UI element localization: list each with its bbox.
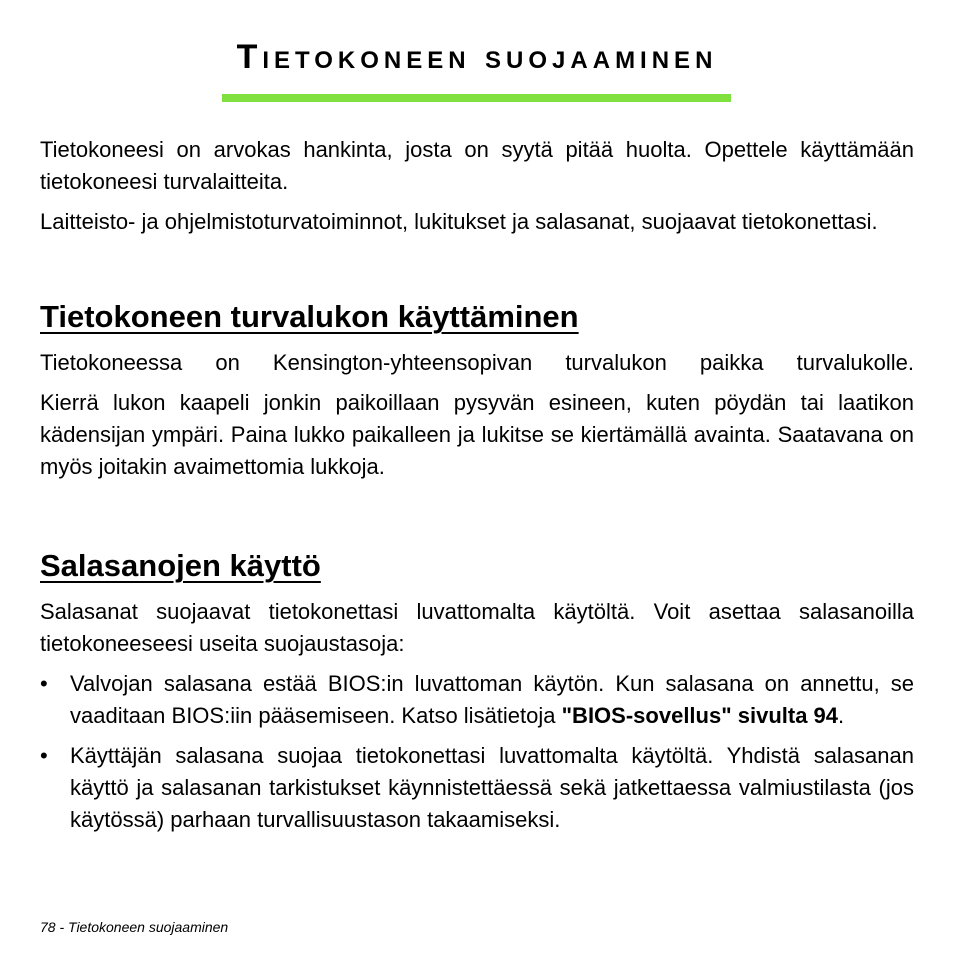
intro-section [40,134,914,238]
bullet-icon: • [40,671,48,696]
bios-page-reference-link[interactable]: "BIOS-sovellus" sivulta 94 [561,703,839,728]
list-item [40,740,914,836]
intro-paragraph-2: Laitteisto- ja ohjelmistoturvatoiminnot, lukitukset ja salasanat, suojaavat tietokonettasi. [40,209,878,234]
section-passwords [40,546,914,836]
bullet-text: Käyttäjän salasana suojaa tietokonettasi luvattomalta käytöltä. Yhdistä salasanan käyttö ja salasanan tarkistukset käynnistettäessä sekä jatkettaessa valmiustilasta (jos käytössä) parhaan turvallisuustason takaamiseksi. [70,743,914,832]
bullet-text: Valvojan salasana estää BIOS:in luvattoman käytön. Kun salasana on annettu, se vaaditaan BIOS:iin pääsemiseen. Katso lisätietoja [70,671,914,728]
bullet-icon: • [40,743,48,768]
passwords-paragraph-1: Salasanat suojaavat tietokonettasi luvattomalta käytöltä. Voit asettaa salasanoilla tietokoneeseesi useita suojaustasoja: [40,599,914,656]
passwords-bullet-list [40,668,914,836]
lock-paragraph-2: Kierrä lukon kaapeli jonkin paikoillaan pysyvän esineen, kuten pöydän tai laatikon kädensijan ympäri. Paina lukko paikalleen ja lukitse se kiertämällä avainta. Saatavana on myös joitakin avaimettomia lukkoja. [40,390,914,479]
bullet-text-end: . [838,703,845,728]
title-underline-bar [222,94,731,102]
page-footer: 78 - Tietokoneen suojaaminen [40,919,229,935]
section-heading-passwords: Salasanojen käyttö [40,548,321,583]
page-title: Tietokoneen suojaaminen [236,38,718,76]
list-item [40,668,914,732]
section-heading-lock: Tietokoneen turvalukon käyttäminen [40,299,579,334]
section-security-lock [40,297,914,483]
lock-paragraph-1: Tietokoneessa on Kensington-yhteensopivan turvalukon paikka turvalukolle. [40,350,914,375]
intro-paragraph-1: Tietokoneesi on arvokas hankinta, josta on syytä pitää huolta. Opettele käyttämään tietokoneesi turvalaitteita. [40,137,914,194]
